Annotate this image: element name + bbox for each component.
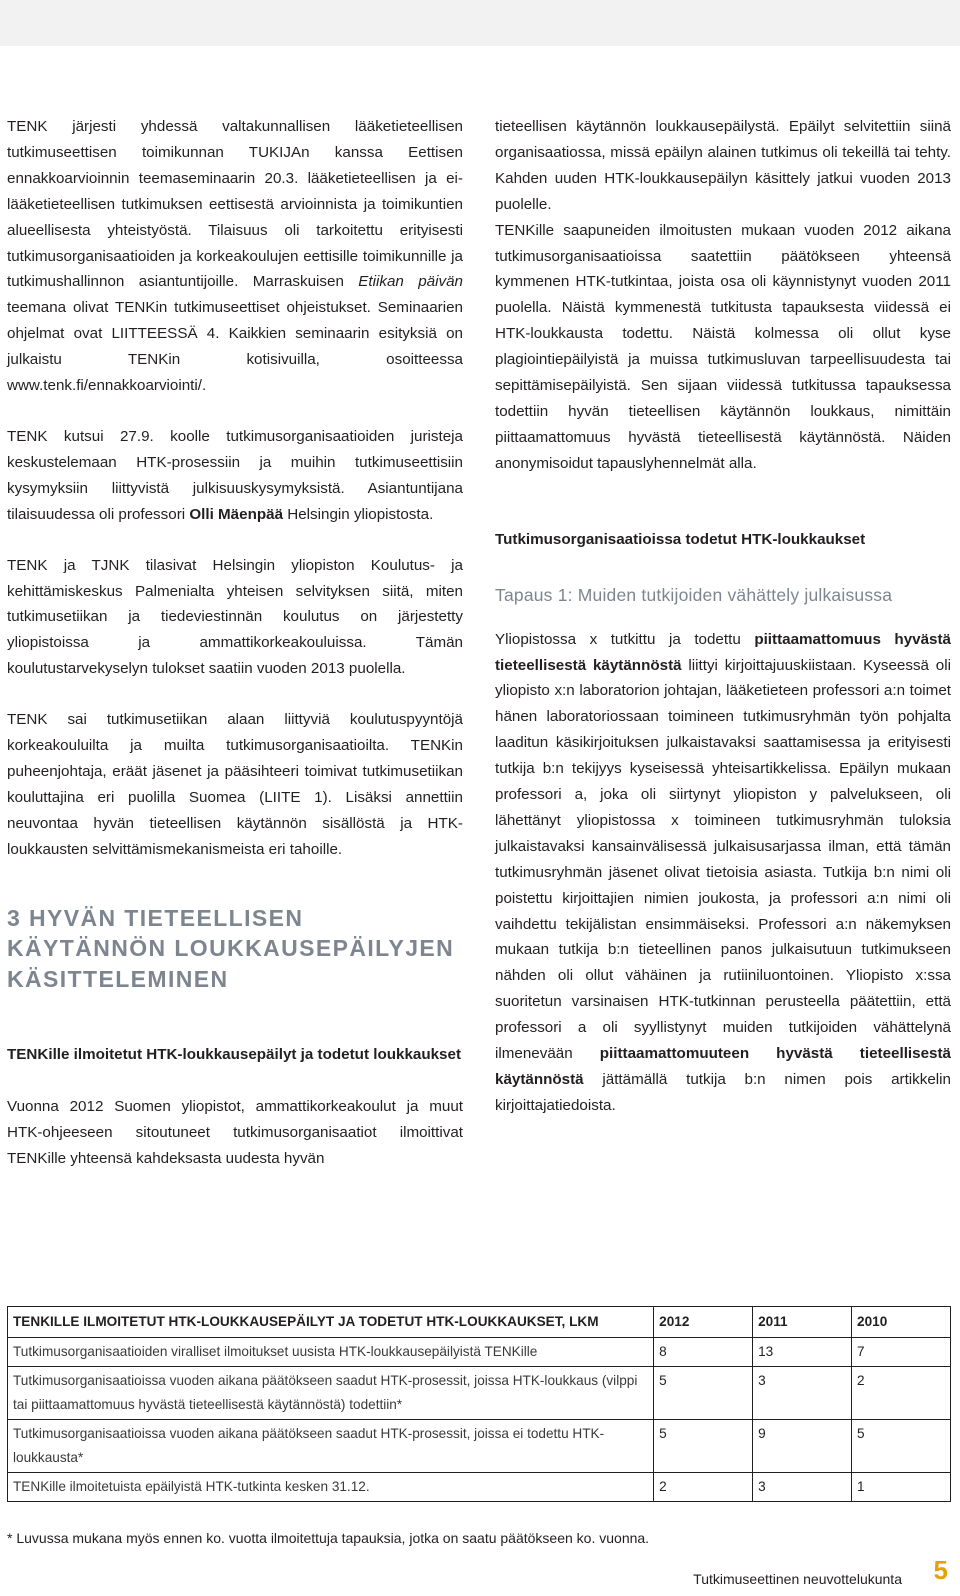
table-header-year: 2010	[852, 1307, 951, 1338]
paragraph-results: TENKille saapuneiden ilmoitusten mukaan vuoden 2012 aikana tutkimusorganisaatioissa saatettiin päätökseen yhteensä kymmenen HTK-tutkintaa, joista osa oli käynnistynyt vuoden 2011 puolella. Näistä kymmenestä tutkitusta tapauksesta viidessä ei HTK-loukkausta todettu. Näistä kolmessa oli ollut kyse plagiointiepäilyistä ja muissa tutkimusluvan tarpeellisuudesta tai sepittämisepäilyistä. Sen sijaan viidessä tutkitussa tapauksessa todettiin hyvän tieteellisen käytännön loukkaus, nimittäin piittaamattomuus hyvästä tieteellisestä käytännöstä. Näiden anonymisoidut tapauslyhennelmät alla.	[495, 221, 951, 472]
paragraph-reports: Vuonna 2012 Suomen yliopistot, ammattikorkeakoulut ja muut HTK-ohjeeseen sitoutuneet tutkimusorganisaatiot ilmoittivat TENKille yhteensä kahdeksasta uudesta hyvän	[7, 1097, 463, 1167]
table-cell: 13	[753, 1338, 852, 1367]
table-row	[8, 1420, 951, 1473]
right-column	[495, 114, 951, 1144]
table-cell: 5	[852, 1420, 951, 1473]
table-header-title: TENKILLE ILMOITETUT HTK-LOUKKAUSEPÄILYT JA TODETUT HTK-LOUKKAUKSET, LKM	[8, 1307, 654, 1338]
table-cell: 9	[753, 1420, 852, 1473]
table-cell: 2	[852, 1367, 951, 1420]
footer-label: Tutkimuseettinen neuvottelukunta	[693, 1571, 902, 1587]
top-band	[0, 0, 960, 46]
table-cell: 3	[753, 1367, 852, 1420]
table-cell: TENKille ilmoitetuista epäilyistä HTK-tutkinta kesken 31.12.	[8, 1473, 654, 1502]
paragraph-survey: TENK ja TJNK tilasivat Helsingin yliopiston Koulutus- ja kehittämiskeskus Palmenialta yhteisen selvityksen siitä, miten tutkimusetiikan ja tiedeviestinnän koulutus on järjestetty yliopistoissa ja ammattikorkeakouluissa. Tämän koulutustarvekyselyn tulokset saatiin vuoden 2013 puolella.	[7, 556, 463, 678]
person-name: Olli Mäenpää	[189, 505, 284, 523]
paragraph-training: TENK sai tutkimusetiikan alaan liittyviä koulutuspyyntöjä korkeakouluilta ja muilta tutkimusorganisaatioilta. TENKin puheenjohtaja, eräät jäsenet ja pääsihteeri toimivat tutkimusetiikan kouluttajina eri puolilla Suomea (LIITE 1). Lisäksi annettiin neuvontaa hyvän tieteellisen käytännön sisällöstä ja HTK-loukkausten selvittämismekanismeista eri tahoille.	[7, 711, 463, 858]
case-heading: Tapaus 1: Muiden tutkijoiden vähättely julkaisussa	[495, 584, 893, 605]
statistics-table-wrap	[7, 1306, 951, 1502]
table-cell: 5	[654, 1420, 753, 1473]
table-cell: Tutkimusorganisaatioissa vuoden aikana päätökseen saadut HTK-prosessit, joissa HTK-loukkaus (vilppi tai piittaamattomuus hyvästä tieteellisestä käytännöstä) todettiin*	[8, 1367, 654, 1420]
table-cell: 8	[654, 1338, 753, 1367]
table-header-year: 2012	[654, 1307, 753, 1338]
table-cell: 1	[852, 1473, 951, 1502]
table-cell: Tutkimusorganisaatioissa vuoden aikana päätökseen saadut HTK-prosessit, joissa ei todettu HTK-loukkausta*	[8, 1420, 654, 1473]
subsection-heading: TENKille ilmoitetut HTK-loukkausepäilyt ja todetut loukkaukset	[7, 1046, 462, 1064]
statistics-table	[7, 1306, 951, 1502]
paragraph-seminars: TENK järjesti yhdessä valtakunnallisen lääketieteellisen tutkimuseettisen toimikunnan TUKIJAn kanssa Eettisen ennakkoarvioinnin teemaseminaarin 20.3. lääketieteellisen ja ei-lääketieteellisen tutkimuksen eettisestä arvioinnista ja toimikuntien alueellisesta yhteistyöstä. Tilaisuus oli tarkoitettu erityisesti tutkimusorganisaatioiden ja korkeakoulujen eettisille toimikunnille ja tutkimushallinnon asiantuntijoille. Marraskuisen Etiikan päivän teemana olivat TENKin tutkimuseettiset ohjeistukset. Seminaarien ohjelmat ovat LIITTEESSÄ 4. Kaikkien seminaarin esityksiä on julkaistu TENKin kotisivuilla, osoitteessa www.tenk.fi/ennakkoarviointi/.	[7, 118, 463, 395]
table-footnote: * Luvussa mukana myös ennen ko. vuotta ilmoitettuja tapauksia, jotka on saatu päätökseen ko. vuonna.	[7, 1530, 650, 1546]
subsection-heading-cases: Tutkimusorganisaatioissa todetut HTK-loukkaukset	[495, 530, 866, 548]
table-header-year: 2011	[753, 1307, 852, 1338]
table-cell: 3	[753, 1473, 852, 1502]
page-number: 5	[933, 1555, 948, 1585]
table-row	[8, 1473, 951, 1502]
left-column	[7, 114, 463, 1172]
table-cell: Tutkimusorganisaatioiden viralliset ilmoitukset uusista HTK-loukkausepäilyistä TENKille	[8, 1338, 654, 1367]
section-heading: 3 HYVÄN TIETEELLISEN KÄYTÄNNÖN LOUKKAUSEPÄILYJEN KÄSITTELEMINEN	[7, 904, 455, 992]
table-cell: 7	[852, 1338, 951, 1367]
table-header-row	[8, 1307, 951, 1338]
paragraph-investigations: tieteellisen käytännön loukkausepäilystä. Epäilyt selvitettiin siinä organisaatiossa, missä epäilyn alainen tutkimus oli tekeillä tai tehty. Kahden uuden HTK-loukkausepäilyn käsittely jatkui vuoden 2013 puolelle.	[495, 118, 951, 213]
paragraph-jurists: TENK kutsui 27.9. koolle tutkimusorganisaatioiden juristeja keskustelemaan HTK-prosessiin ja muihin tutkimuseettisiin kysymyksiin liittyvistä julkisuuskysymyksistä. Asiantuntijana tilaisuudessa oli professori Olli Mäenpää Helsingin yliopistosta.	[7, 427, 463, 523]
paragraph-case-1: Yliopistossa x tutkittu ja todettu piittaamattomuus hyvästä tieteellisestä käytännöstä liittyi kirjoittajuuskiistaan. Kyseessä oli yliopisto x:n laboratorion johtajan, lääketieteen professori a:n toimet hänen laboratoriossaan toimineen tutkimusryhmän työn pohjalta laaditun käsikirjoituksen julkaistavaksi saattamisessa ja erityisesti tutkija b:n tekijyys kyseisessä yhteisartikkelissa. Epäilyn mukaan professori a, joka oli siirtynyt yliopiston y palvelukseen, oli lähettänyt yliopistossa x toimineen tutkimusryhmän tuloksia julkaistavaksi kansainvälisessä julkaisusarjassa ilman, että tämän tutkimusryhmän jäsenet olivat tietoisia asiasta. Tutkija b:n nimi oli poistettu kirjoittajien nimien joukosta, ja professori a:n nimi oli vaihdettu tekijälistan ensimmäiseksi. Professori a:n näkemyksen mukaan tutkija b:n tieteellinen panos julkaisutuun tutkimukseen nähden oli ollut vähäinen ja rutiiniluontoinen. Yliopisto x:ssa suoritetun varsinaisen HTK-tutkinnan perusteella päätettiin, että professori a oli syyllistynyt muiden tutkijoiden vähättelynä ilmenevään piittaamattomuuteen hyvästä tieteellisestä käytännöstä jättämällä tutkija b:n nimen pois artikkelin kirjoittajatiedoista.	[495, 630, 951, 1114]
table-row	[8, 1338, 951, 1367]
table-cell: 5	[654, 1367, 753, 1420]
table-row	[8, 1367, 951, 1420]
event-name: Etiikan päivän	[358, 273, 463, 291]
table-cell: 2	[654, 1473, 753, 1502]
